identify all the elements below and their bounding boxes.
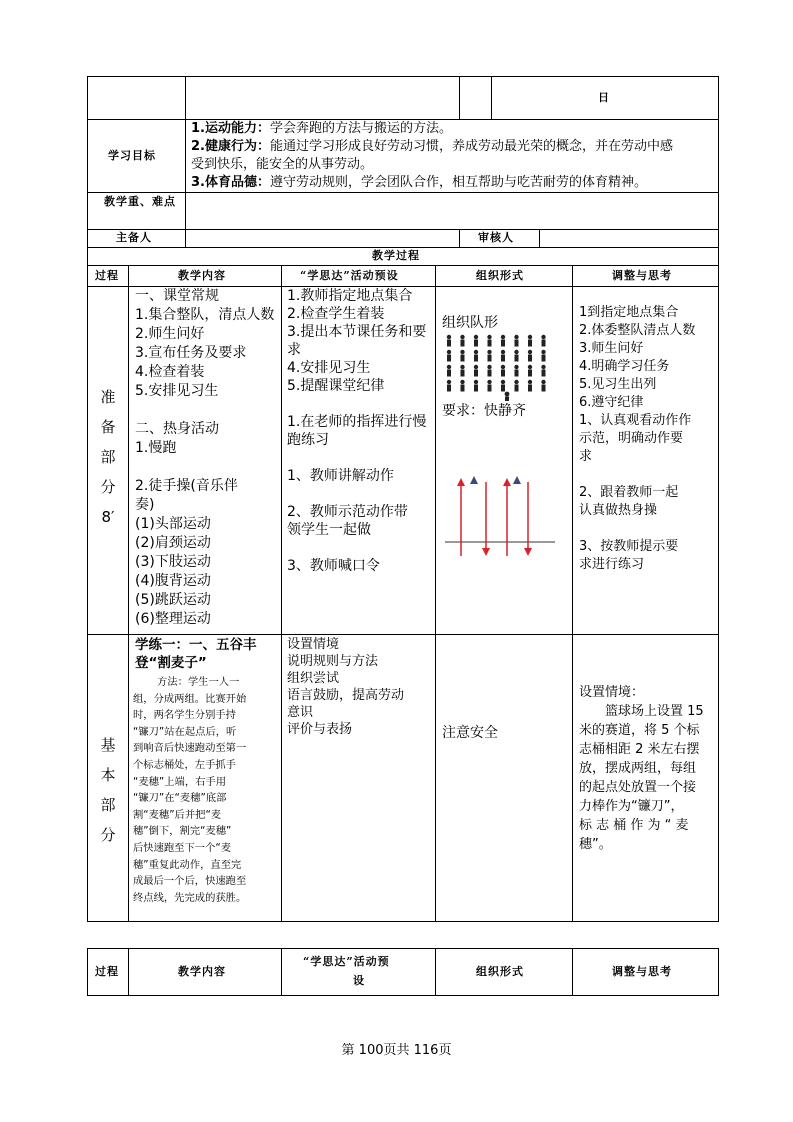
text-line: 穗”重复此动作，直至完: [133, 858, 242, 871]
key-points-label: 教学重、难点: [104, 195, 176, 208]
text-line: 2、跟着教师一起: [579, 485, 679, 500]
text-line: 1、认真观看动作作: [579, 413, 692, 428]
process-title: 教学过程: [372, 249, 420, 262]
prep-content: [135, 287, 280, 629]
person-icon: [501, 365, 505, 377]
person-icon: [541, 350, 545, 362]
basic-label: 基本部分: [100, 736, 116, 844]
text-line: 2.师生问好: [135, 326, 205, 342]
text-line: 5.安排见习生: [135, 383, 219, 399]
prep-activity: [287, 287, 433, 575]
person-icon: [474, 380, 478, 392]
text-line: “镰刀”站在起点后，听: [133, 725, 237, 738]
text-line: 设置情境: [287, 637, 340, 652]
text-line: 1、教师讲解动作: [287, 468, 394, 484]
text-line: 1.教师指定地点集合: [287, 288, 413, 304]
person-icon: [474, 365, 478, 377]
text-line: 3、教师喊口令: [287, 558, 380, 574]
text-line: 时，两名学生分别手持: [133, 709, 236, 722]
text-line: 示范，明确动作要: [579, 431, 684, 446]
person-icon: [487, 335, 491, 347]
text-line: 方法：学生一人一: [157, 676, 240, 688]
text-line: (5)跳跃运动: [135, 592, 211, 608]
person-icon: [474, 335, 478, 347]
person-icon: [460, 350, 464, 362]
running-lanes-icon: [445, 470, 557, 560]
goal-item-2: 2.健康行为：能通过学习形成良好劳动习惯，养成劳动最光荣的概念，并在劳动中感: [191, 139, 673, 154]
prep-label: 准备部分8′: [100, 388, 116, 526]
goals-list: [191, 120, 716, 192]
header-org: 组织形式: [476, 269, 524, 282]
text-line: 4.安排见习生: [287, 360, 371, 376]
text-line: (6)整理运动: [135, 611, 211, 627]
text-line: 求进行练习: [579, 557, 645, 572]
footer-header-adjust: 调整与思考: [612, 965, 672, 978]
goal-item-2-cont: 受到快乐，能安全的从事劳动。: [191, 157, 374, 172]
person-icon: [447, 380, 451, 392]
text-line: 2.徒手操(音乐伴: [135, 478, 238, 494]
header-content: 教学内容: [178, 269, 226, 282]
basic-content-title: [135, 636, 280, 672]
text-line: 2.检查学生着装: [287, 306, 385, 322]
text-line: 到响音后快速跑动至第一: [133, 742, 247, 755]
text-line: 3.师生问好: [579, 341, 644, 356]
person-icon: [447, 335, 451, 347]
person-icon: [514, 365, 518, 377]
person-icon: [501, 350, 505, 362]
text-line: 3.宣布任务及要求: [135, 345, 247, 361]
text-line: 穗”。: [579, 837, 612, 852]
teacher-icon: [505, 392, 510, 401]
person-icon: [474, 350, 478, 362]
text-line: 4.明确学习任务: [579, 359, 670, 374]
page-number: 第 100页共 116页: [341, 1043, 452, 1058]
text-line: 3、按教师提示要: [579, 539, 679, 554]
basic-adjust: [579, 683, 717, 854]
basic-org: 注意安全: [442, 725, 498, 741]
person-icon: [541, 380, 545, 392]
preparer-label: 主备人: [116, 231, 152, 244]
footer-header-content: 教学内容: [178, 965, 226, 978]
text-line: 篮球场上设置 15: [605, 704, 704, 719]
text-line: “麦穗”上端，右手用: [133, 775, 227, 788]
person-icon: [528, 365, 532, 377]
person-icon: [487, 350, 491, 362]
text-line: 组，分成两组。比赛开始: [133, 692, 247, 705]
text-line: 的起点处放置一个接: [579, 780, 697, 795]
person-icon: [528, 335, 532, 347]
text-line: 一、课堂常规: [135, 288, 219, 304]
text-line: [287, 449, 433, 467]
text-line: [287, 485, 433, 503]
running-diagram: [445, 470, 557, 560]
goal-item-3: 3.体育品德：遵守劳动规则，学会团队合作，相互帮助与吃苦耐劳的体育精神。: [191, 175, 647, 190]
org-requirement: 要求：快静齐: [442, 403, 526, 419]
person-icon: [528, 380, 532, 392]
person-icon: [447, 350, 451, 362]
text-line: (4)腹背运动: [135, 573, 211, 589]
text-line: 评价与表扬: [287, 722, 353, 737]
text-line: 5.提醒课堂纪律: [287, 378, 385, 394]
text-line: 3.提出本节课任务和要: [287, 324, 427, 340]
text-line: [135, 458, 280, 477]
person-icon: [541, 335, 545, 347]
text-line: 割“麦穗”后并把“麦: [133, 808, 222, 821]
text-line: 语言鼓励，提高劳动: [287, 688, 405, 703]
text-line: 后快速跑至下一个“麦: [133, 841, 232, 854]
text-line: 6.遵守纪律: [579, 395, 644, 410]
text-line: (2)肩颈运动: [135, 535, 211, 551]
text-line: 穗”倒下，割完“麦穗”: [133, 825, 232, 838]
text-line: 标 志 桶 作 为 “ 麦: [579, 818, 689, 833]
person-icon: [514, 380, 518, 392]
text-line: 学练一：一、五谷丰: [135, 637, 257, 653]
person-icon: [487, 365, 491, 377]
reviewer-label: 审核人: [478, 231, 514, 244]
text-line: 个标志桶处，左手抓手: [133, 758, 236, 771]
text-line: 终点线，先完成的获胜。: [133, 891, 247, 904]
basic-activity: [287, 636, 433, 738]
basic-content-body: [133, 674, 279, 906]
text-line: “镰刀”在“麦穗”底部: [133, 792, 227, 805]
text-line: (1)头部运动: [135, 516, 211, 532]
header-activity: “学思达”活动预设: [300, 269, 399, 282]
text-line: 领学生一起做: [287, 522, 371, 538]
text-line: 设置情境：: [579, 685, 645, 700]
text-line: [135, 401, 280, 420]
footer-header-org: 组织形式: [476, 965, 524, 978]
person-icon: [460, 335, 464, 347]
text-line: 跑练习: [287, 432, 329, 448]
text-line: 2.体委整队清点人数: [579, 323, 696, 338]
footer-header-activity: “学思达”活动预: [303, 955, 390, 968]
text-line: 成最后一个后，快速跑至: [133, 875, 247, 888]
text-line: 求: [579, 449, 593, 464]
text-line: (3)下肢运动: [135, 554, 211, 570]
text-line: 求: [287, 342, 301, 358]
text-line: 登“割麦子”: [135, 655, 207, 671]
footer-header-process: 过程: [95, 965, 119, 978]
text-line: [579, 466, 717, 484]
person-icon: [514, 335, 518, 347]
text-line: 志桶相距 2 米左右摆: [579, 742, 700, 757]
text-line: 1.在老师的指挥进行慢: [287, 414, 427, 430]
text-line: 意识: [287, 705, 314, 720]
person-icon: [460, 365, 464, 377]
date-label: 日: [598, 91, 610, 104]
person-icon: [528, 350, 532, 362]
person-icon: [541, 365, 545, 377]
footer-header-activity-cont: 设: [353, 974, 365, 987]
org-title: 组织队形: [442, 315, 498, 331]
text-line: 二、热身活动: [135, 421, 219, 437]
goals-label: 学习目标: [108, 149, 156, 162]
text-line: 1.慢跑: [135, 440, 177, 456]
text-line: 说明规则与方法: [287, 654, 379, 669]
person-icon: [447, 365, 451, 377]
text-line: [579, 520, 717, 538]
formation-diagram: [445, 333, 555, 401]
text-line: 放，摆成两组，每组: [579, 761, 697, 776]
person-icon: [501, 380, 505, 392]
text-line: [287, 395, 433, 413]
text-line: 奏): [135, 497, 155, 513]
text-line: [287, 539, 433, 557]
text-line: 2、教师示范动作带: [287, 504, 408, 520]
text-line: 1到指定地点集合: [579, 305, 679, 320]
text-line: 5.见习生出列: [579, 377, 657, 392]
text-line: 力棒作为“镰刀”，: [579, 799, 684, 814]
text-line: 1.集合整队，清点人数: [135, 307, 275, 323]
text-line: 4.检查着装: [135, 364, 205, 380]
person-icon: [501, 335, 505, 347]
header-process: 过程: [95, 269, 119, 282]
header-adjust: 调整与思考: [612, 269, 672, 282]
text-line: 认真做热身操: [579, 503, 658, 518]
goal-item-1: 1.运动能力：学会奔跑的方法与搬运的方法。: [191, 121, 452, 136]
person-icon: [460, 380, 464, 392]
formation-people-icon: [445, 333, 555, 401]
text-line: 组织尝试: [287, 671, 340, 686]
prep-adjust: [579, 304, 717, 574]
person-icon: [487, 380, 491, 392]
text-line: 米的赛道，将 5 个标: [579, 723, 700, 738]
person-icon: [514, 350, 518, 362]
